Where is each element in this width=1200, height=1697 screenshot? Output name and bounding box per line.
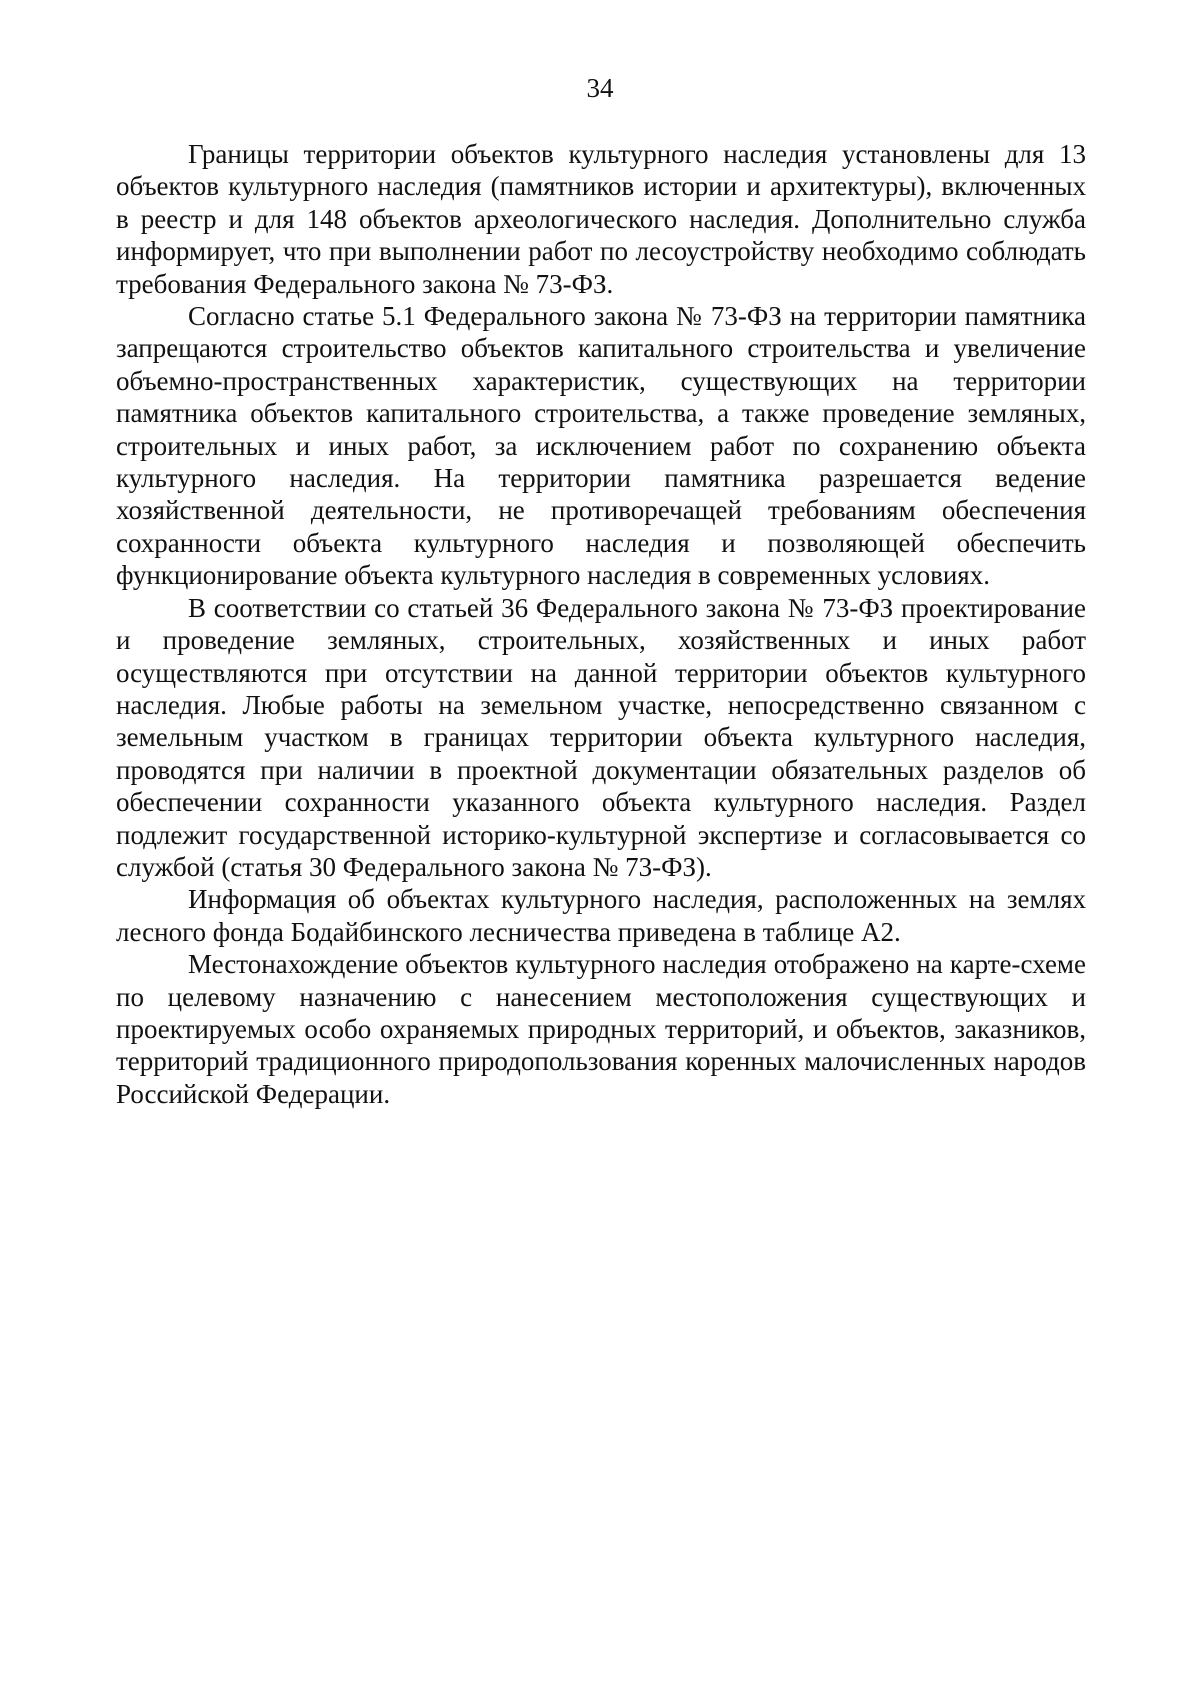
paragraph-heritage-boundaries: Границы территории объектов культурного наследия установлены для 13 объектов культурного наследия (памятников истории и архитектуры), включенных в реестр и для 148 объектов археологического наследия. Дополнительно служба информирует, что при выполнении работ по лесоустройству необходимо соблюдать требования Федерального закона № 73-ФЗ. (116, 139, 1086, 299)
paragraph-article-5-1: Согласно статье 5.1 Федерального закона № 73-ФЗ на территории памятника запрещаются строительство объектов капитального строительства и увеличение объемно-пространственных характеристик, существующих на территории памятника объектов капитального строительства, а также проведение земляных, строительных и иных работ, за исключением работ по сохранению объекта культурного наследия. На территории памятника разрешается ведение хозяйственной деятельности, не противоречащей требованиям обеспечения сохранности объекта культурного наследия и позволяющей обеспечить функционирование объекта культурного наследия в современных условиях. (116, 301, 1086, 591)
paragraph-table-a2-reference: Информация об объектах культурного наследия, расположенных на землях лесного фонда Бодайбинского лесничества приведена в таблице А2. (116, 884, 1086, 947)
paragraph-map-scheme: Местонахождение объектов культурного наследия отображено на карте-схеме по целевому назначению с нанесением местоположения существующих и проектируемых особо охраняемых природных территорий, и объектов, заказников, территорий традиционного природопользования коренных малочисленных народов Российской Федерации. (116, 949, 1086, 1109)
page-number: 34 (586, 73, 614, 103)
paragraph-article-36: В соответствии со статьей 36 Федерального закона № 73-ФЗ проектирование и проведение земляных, строительных, хозяйственных и иных работ осуществляются при отсутствии на данной территории объектов культурного наследия. Любые работы на земельном участке, непосредственно связанном с земельным участком в границах территории объекта культурного наследия, проводятся при наличии в проектной документации обязательных разделов об обеспечении сохранности указанного объекта культурного наследия. Раздел подлежит государственной историко-культурной экспертизе и согласовывается со службой (статья 30 Федерального закона № 73-ФЗ). (116, 592, 1086, 882)
document-body (116, 138, 1086, 1110)
